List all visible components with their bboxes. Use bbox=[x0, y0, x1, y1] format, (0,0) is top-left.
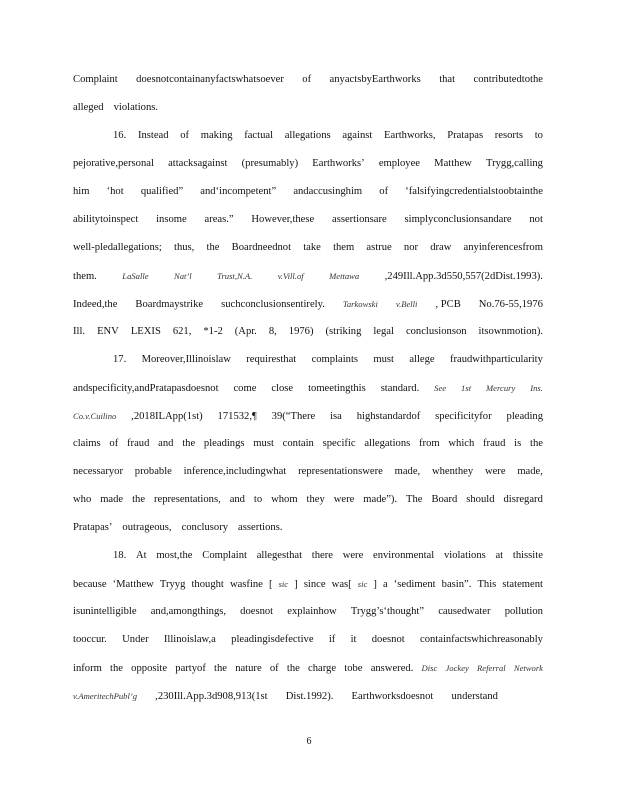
text-line-citation: andspecificity,andPratapasdoesnot come close tomeetingthis standard. See 1st Mercury Ins. bbox=[73, 383, 543, 394]
text-line-citation: v.AmeritechPubl’g ,230Ill.App.3d908,913(1st Dist.1992). Earthworksdoesnot understand bbox=[73, 691, 498, 702]
text-line: alleged violations. bbox=[73, 102, 159, 113]
text-line: claims of fraud and the pleadings must contain specific allegations from which fraud is the bbox=[73, 438, 543, 449]
text-line: Ill. ENV LEXIS 621, *1-2 (Apr. 8, 1976) (striking legal conclusionson itsownmotion). bbox=[73, 326, 543, 337]
text-line: well-pledallegations; thus, the Boardneednot take them astrue nor draw anyinferencesfrom bbox=[73, 242, 543, 253]
paragraph-16-start: 16. Instead of making factual allegations against Earthworks, Pratapas resorts to bbox=[113, 130, 543, 141]
text-line: tooccur. Under Illinoislaw,a pleadingisdefective if it doesnot containfactswhichreasonably bbox=[73, 634, 543, 645]
text-line-citation: them. LaSalle Nat’l Trust,N.A. v.Vill.of Mettawa ,249Ill.App.3d550,557(2dDist.1993). bbox=[73, 271, 543, 282]
text-line: isunintelligible and,amongthings, doesnot explainhow Trygg’s‘thought” causedwater pollution bbox=[73, 606, 543, 617]
text-line: him ‘hot qualified” and‘incompetent” andaccusinghim of ‘falsifyingcredentialstoobtainthe bbox=[73, 186, 543, 197]
text-line: abilitytoinspect insome areas.” However,these assertionsare simplyconclusionsandare not bbox=[73, 214, 543, 225]
paragraph-17-start: 17. Moreover,Illinoislaw requiresthat complaints must allege fraudwithparticularity bbox=[113, 354, 543, 365]
text-line: necessaryor probable inference,includingwhat representationswere made, whenthey were made, bbox=[73, 466, 543, 477]
page-number: 6 bbox=[306, 736, 312, 747]
text-line: Pratapas’ outrageous, conclusory assertions. bbox=[73, 522, 283, 533]
text-line-citation: Co.v.Cuilino ,2018ILApp(1st) 171532,¶ 39(“There isa highstandardof specificityfor pleading bbox=[73, 411, 543, 422]
text-line-citation: inform the opposite partyof the nature of the charge tobe answered. Disc Jockey Referral Network bbox=[73, 663, 543, 674]
text-line: Complaint doesnotcontainanyfactswhatsoever of anyactsbyEarthworks that contributedtothe bbox=[73, 74, 543, 85]
paragraph-18-start: 18. At most,the Complaint allegesthat there were environmental violations at thissite bbox=[113, 550, 543, 561]
text-line: pejorative,personal attacksagainst (presumably) Earthworks’ employee Matthew Trygg,calling bbox=[73, 158, 543, 169]
text-line: who made the representations, and to whom they were made”). The Board should disregard bbox=[73, 494, 543, 505]
text-line-citation: Indeed,the Boardmaystrike suchconclusionsentirely. Tarkowski v.Belli , PCB No.76-55,1976 bbox=[73, 299, 543, 310]
text-line: because ‘Matthew Tryyg thought wasfine [ sic ] since was[ sic ] a ‘sediment basin”. This statement bbox=[73, 579, 543, 590]
